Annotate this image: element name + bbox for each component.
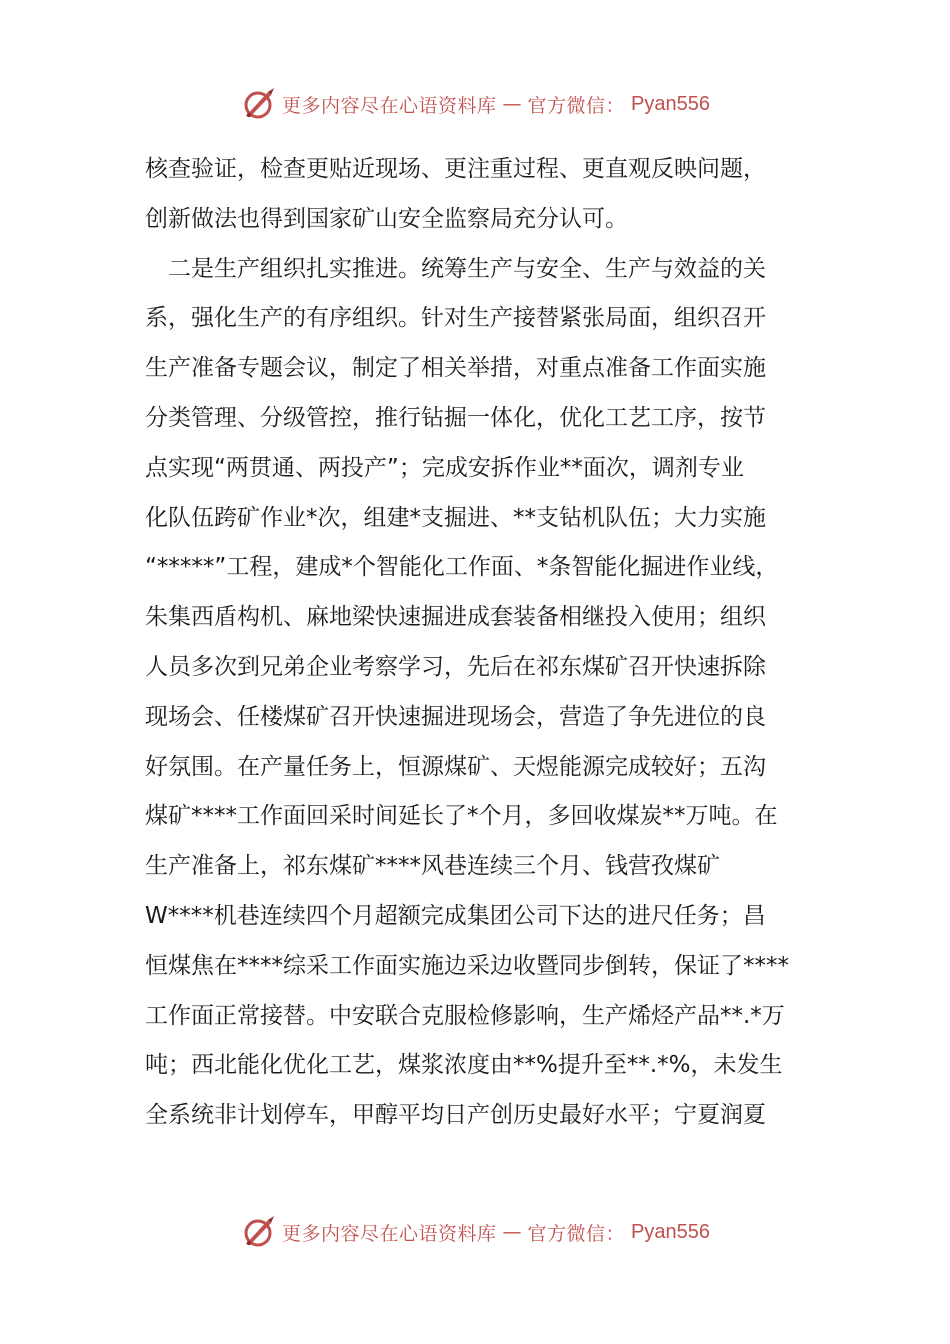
wechat-id: Pyan556 [631,92,710,115]
text-line: 分类管理、分级管控，推行钻掘一体化，优化工艺工序，按节 [145,404,766,431]
text-line: 创新做法也得到国家矿山安全监察局充分认可。 [145,205,628,232]
text-line: 核查验证，检查更贴近现场、更注重过程、更直观反映问题， [145,156,766,182]
watermark-separator: — [502,93,522,115]
text-line: 好氛围。在产量任务上，恒源煤矿、天煜能源完成较好；五沟 [145,753,766,780]
document-body [145,145,815,1141]
text-line: W****机巷连续四个月超额完成集团公司下达的进尺任务；昌 [145,902,766,929]
watermark-text: 更多内容尽在心语资料库 [282,94,497,117]
text-line: 点实现“两贯通、两投产”；完成安拆作业**面次，调剂专业 [145,454,744,481]
watermark-separator: — [502,1221,522,1243]
wechat-id: Pyan556 [631,1220,710,1243]
text-line: 生产准备上，祁东煤矿****风巷连续三个月、钱营孜煤矿 [145,853,720,880]
text-line: 恒煤焦在****综采工作面实施边采边收暨同步倒转，保证了**** [145,952,789,979]
header-watermark [0,84,950,124]
text-line: 工作面正常接替。中安联合克服检修影响，生产烯烃产品**.*万 [145,1002,785,1029]
footer-watermark [0,1212,950,1252]
watermark-text: 更多内容尽在心语资料库 [282,1222,497,1245]
wechat-label: 官方微信： [527,94,626,117]
text-line: 生产准备专题会议，制定了相关举措，对重点准备工作面实施 [145,355,766,382]
quill-logo-icon [240,86,276,122]
text-line: 煤矿****工作面回采时间延长了*个月，多回收煤炭**万吨。在 [145,803,778,830]
text-line: 现场会、任楼煤矿召开快速掘进现场会，营造了争先进位的良 [145,703,766,730]
text-line: 吨；西北能化优化工艺，煤浆浓度由**%提升至**.*%，未发生 [145,1052,783,1079]
text-line: 系，强化生产的有序组织。针对生产接替紧张局面，组织召开 [145,305,766,332]
wechat-label: 官方微信： [527,1222,626,1245]
text-line: 全系统非计划停车，甲醇平均日产创历史最好水平；宁夏润夏 [145,1102,766,1129]
text-line: 人员多次到兄弟企业考察学习，先后在祁东煤矿召开快速拆除 [145,653,766,680]
text-line: 朱集西盾构机、麻地梁快速掘进成套装备相继投入使用；组织 [145,604,766,631]
quill-logo-icon [240,1214,276,1250]
text-line: 化队伍跨矿作业*次，组建*支掘进、**支钻机队伍；大力实施 [145,504,766,531]
text-line: “*****”工程，建成*个智能化工作面、*条智能化掘进作业线， [145,554,779,581]
text-line: 二是生产组织扎实推进。统筹生产与安全、生产与效益的关 [145,255,766,282]
